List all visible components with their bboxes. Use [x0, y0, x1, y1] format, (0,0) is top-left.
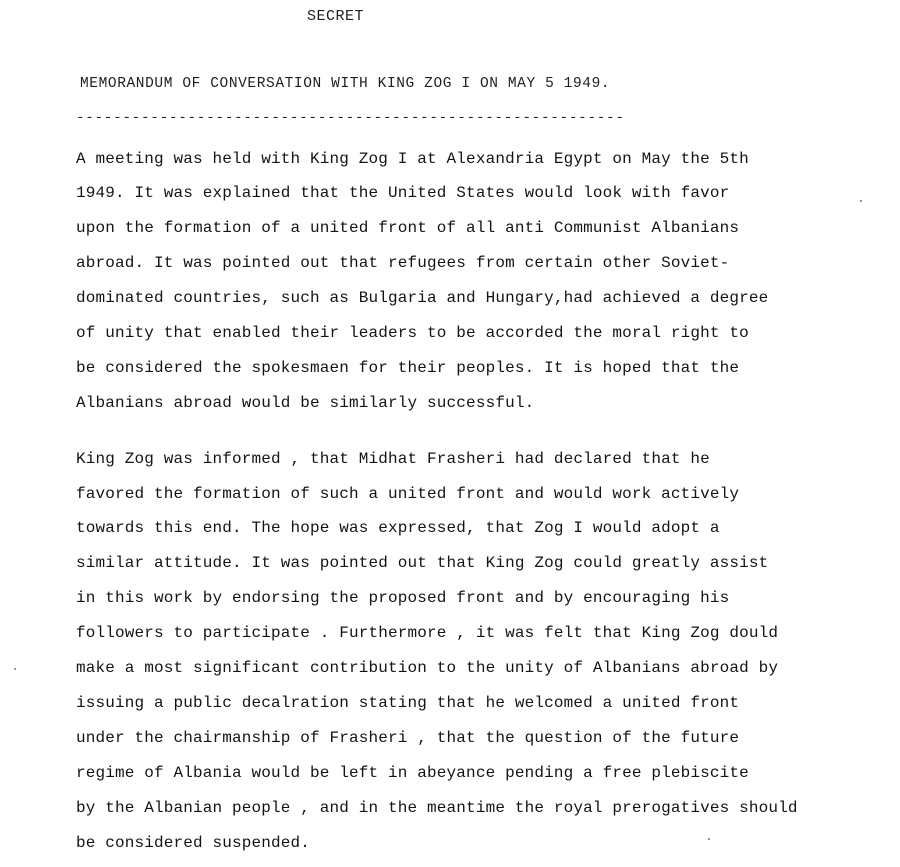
- text-line: make a most significant contribution to the unity of Albanians abroad by: [76, 659, 779, 677]
- text-line: abroad. It was pointed out that refugees from certain other Soviet-: [76, 254, 730, 272]
- text-line: of unity that enabled their leaders to be accorded the moral right to: [76, 324, 749, 342]
- text-line: Albanians abroad would be similarly successful.: [76, 394, 535, 412]
- text-line: issuing a public decalration stating that he welcomed a united front: [76, 694, 740, 712]
- text-line: under the chairmanship of Frasheri , that the question of the future: [76, 729, 740, 747]
- text-line: regime of Albania would be left in abeyance pending a free plebiscite: [76, 764, 749, 782]
- text-line: upon the formation of a united front of all anti Communist Albanians: [76, 219, 740, 237]
- text-line: dominated countries, such as Bulgaria and Hungary,had achieved a degree: [76, 289, 769, 307]
- text-line: by the Albanian people , and in the meantime the royal prerogatives should: [76, 799, 798, 817]
- text-line: similar attitude. It was pointed out that King Zog could greatly assist: [76, 554, 769, 572]
- text-line: be considered the spokesmaen for their peoples. It is hoped that the: [76, 359, 740, 377]
- text-line: be considered suspended.: [76, 834, 311, 852]
- classification-marking: SECRET: [307, 8, 365, 25]
- text-line: favored the formation of such a united front and would work actively: [76, 485, 740, 503]
- text-line: King Zog was informed , that Midhat Frasheri had declared that he: [76, 450, 710, 468]
- text-line: followers to participate . Furthermore , it was felt that King Zog dould: [76, 624, 779, 642]
- dashed-separator: -----------------------------------------------------------: [76, 110, 625, 126]
- text-line: towards this end. The hope was expressed, that Zog I would adopt a: [76, 519, 720, 537]
- text-line: A meeting was held with King Zog I at Alexandria Egypt on May the 5th: [76, 150, 749, 168]
- text-line: in this work by endorsing the proposed front and by encouraging his: [76, 589, 730, 607]
- memo-title: MEMORANDUM OF CONVERSATION WITH KING ZOG I ON MAY 5 1949.: [80, 76, 611, 92]
- scan-speck: [14, 668, 16, 670]
- scan-speck: [860, 200, 862, 202]
- text-line: 1949. It was explained that the United States would look with favor: [76, 184, 730, 202]
- scan-speck: [708, 838, 710, 840]
